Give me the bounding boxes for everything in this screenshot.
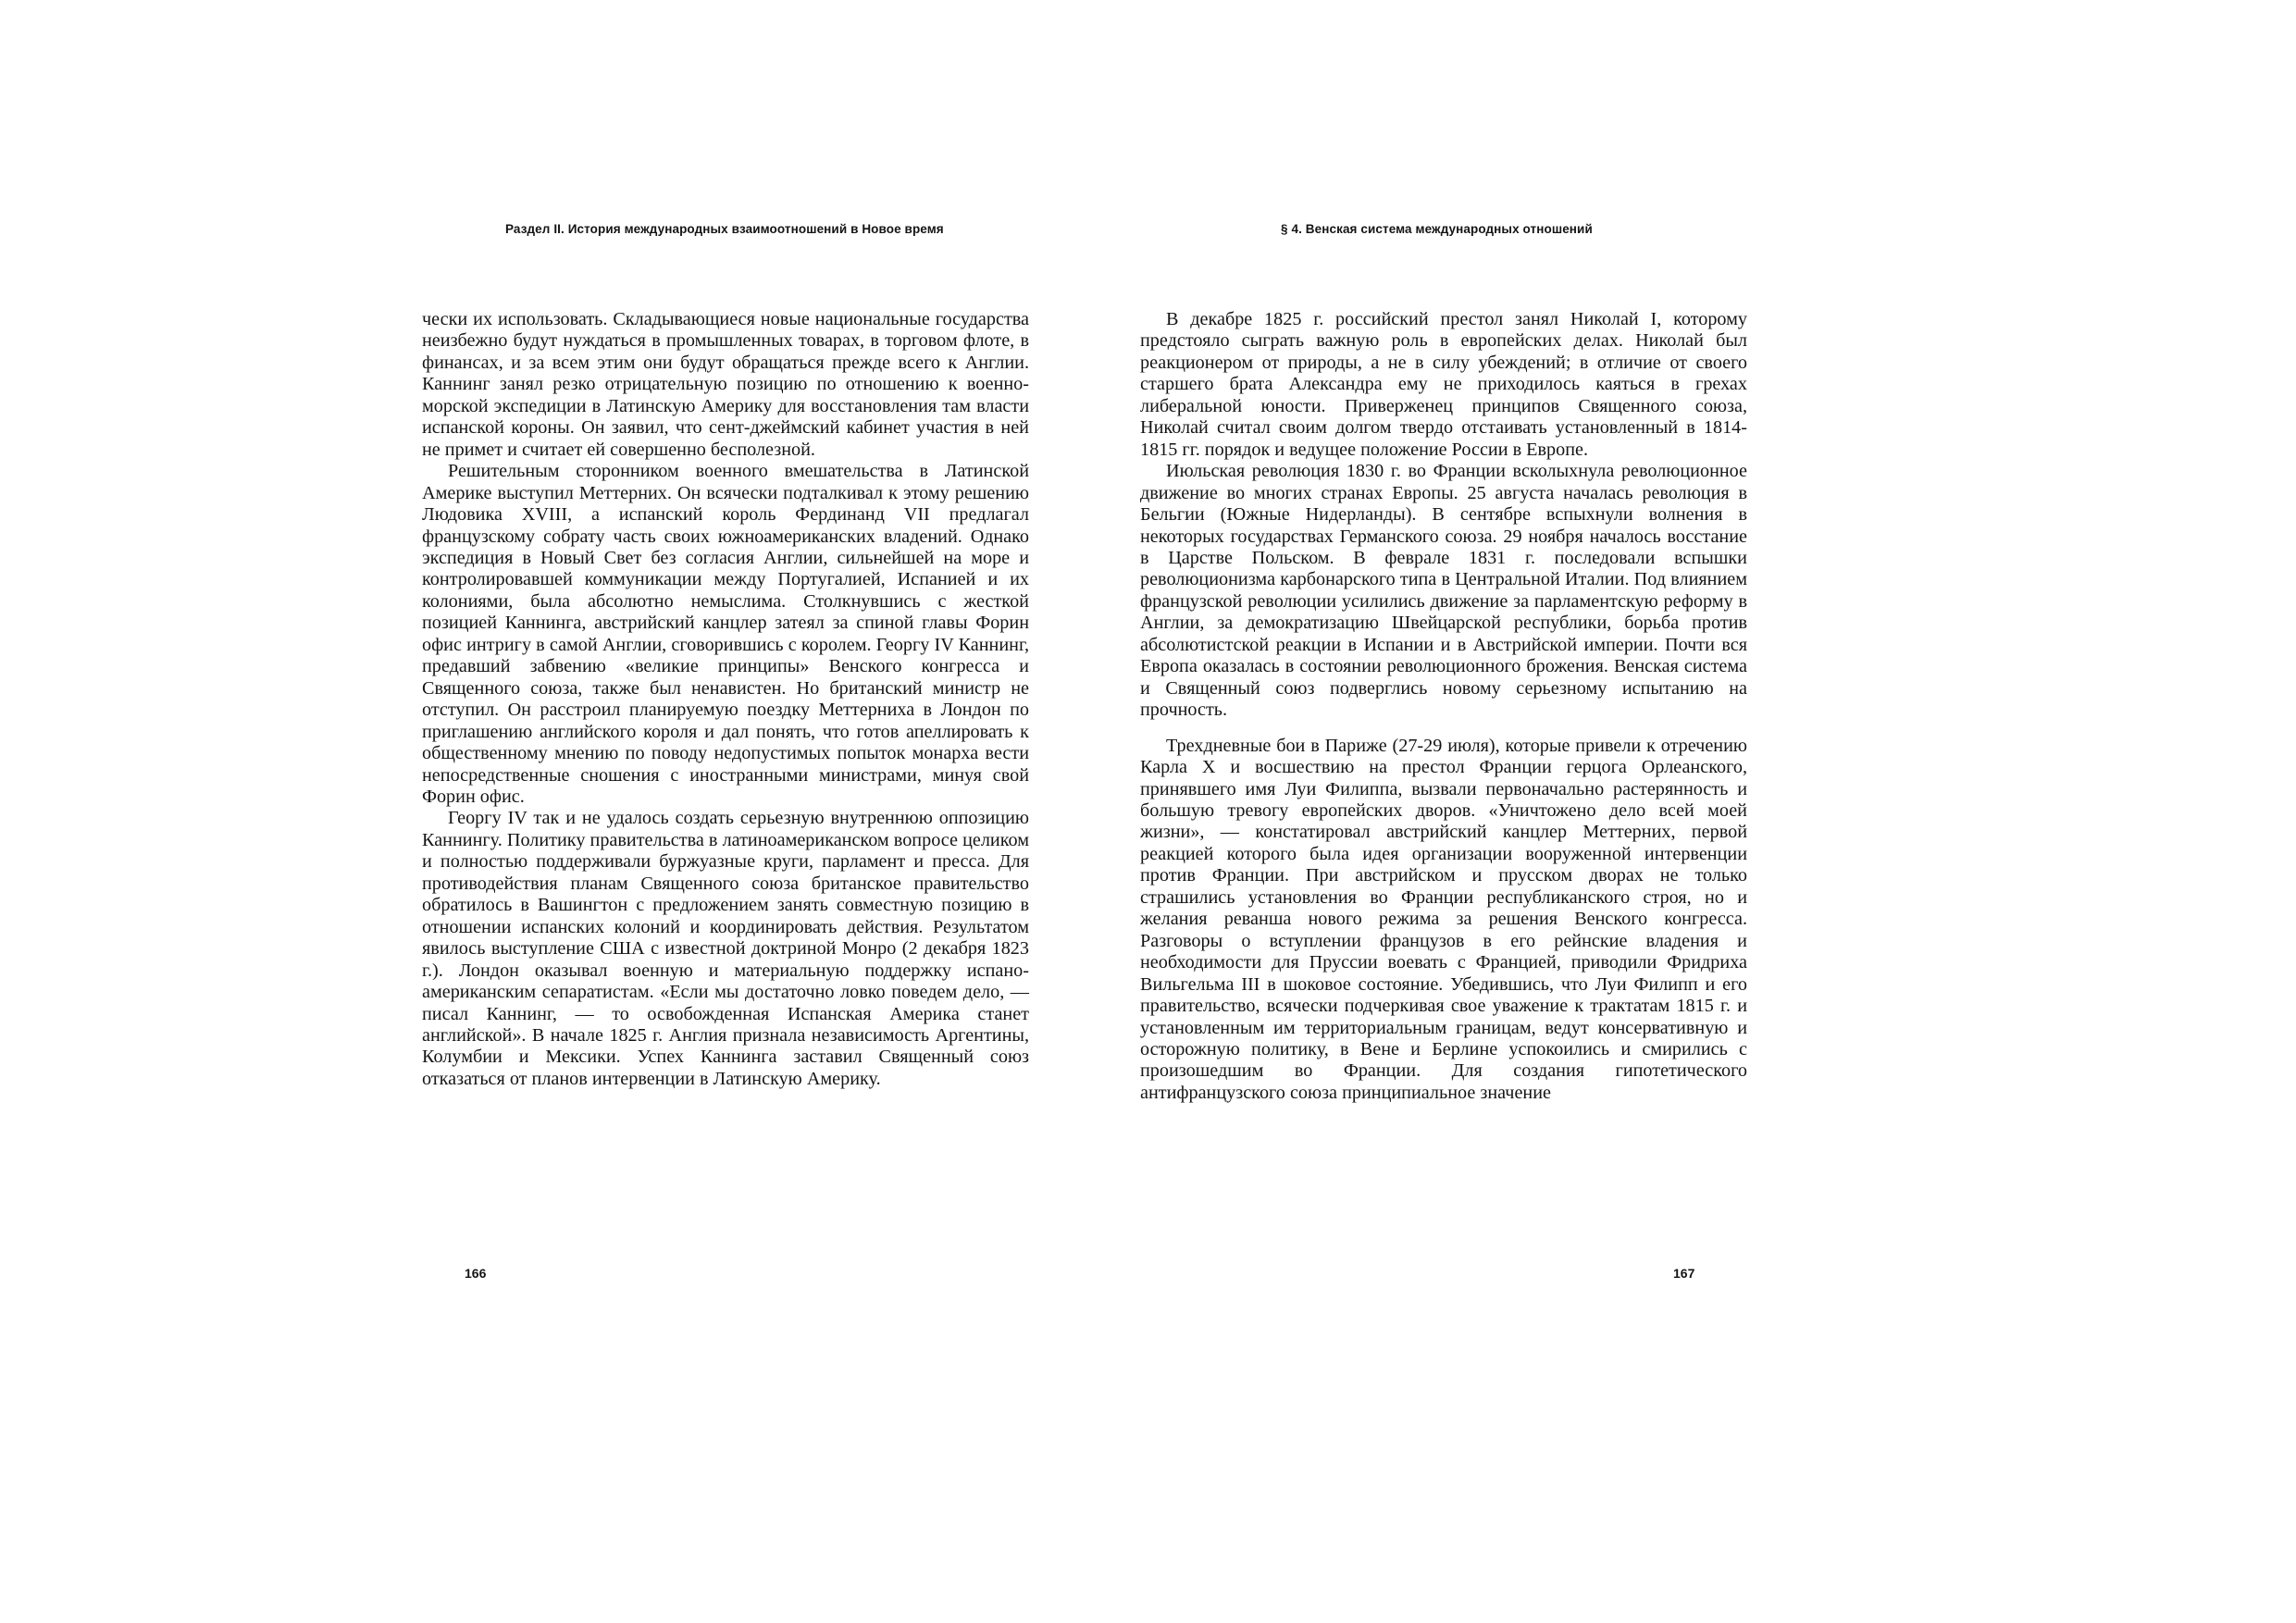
right-page-number: 167 [1673, 1266, 1695, 1281]
right-running-head: § 4. Венская система международных отношений [1281, 222, 1593, 236]
right-paragraph-2: Июльская революция 1830 г. во Франции всколыхнула революционное движение во многих странах Европы. 25 августа началась революция в Бельгии (Южные Нидерланды). В сентябре вспыхнули волнения в некоторых государствах Германского союза. 29 ноября началось восстание в Царстве Польском. В феврале 1831 г. последовали вспышки революционизма карбонарского типа в Центральной Италии. Под влиянием французской революции усилились движение за парламентскую реформу в Англии, за демократизацию Швейцарской республики, борьба против абсолютистской реакции в Испании и в Австрийской империи. Почти вся Европа оказалась в состоянии революционного брожения. Венская система и Священный союз подверглись новому серьезному испытанию на прочность. [1140, 461, 1747, 721]
right-paragraph-3: Трехдневные бои в Париже (27-29 июля), которые привели к отречению Карла X и восшествию на престол Франции герцога Орлеанского, принявшего имя Луи Филиппа, вызвали первоначально растерянность и большую тревогу европейских дворов. «Уничтожено дело всей моей жизни», — констатировал австрийский канцлер Меттерних, первой реакцией которого была идея организации вооруженной интервенции против Франции. При австрийском и прусском дворах не только страшились установления во Франции республиканского строя, но и желания реванша нового режима за решения Венского конгресса. Разговоры о вступлении французов в его рейнские владения и необходимости для Пруссии воевать с Францией, приводили Фридриха Вильгельма III в шоковое состояние. Убедившись, что Луи Филипп и его правительство, всячески подчеркивая свое уважение к трактатам 1815 г. и установленным им территориальным границам, ведут консервативную и осторожную политику, в Вене и Берлине успокоились и смирились с произошедшим во Франции. Для создания гипотетического антифранцузского союза принципиальное значение [1140, 735, 1747, 1103]
right-body-text [1140, 309, 1747, 1104]
left-running-head: Раздел II. История международных взаимоотношений в Новое время [505, 222, 944, 236]
right-paragraph-1: В декабре 1825 г. российский престол занял Николай I, которому предстояло сыграть важную роль в европейских делах. Николай был реакционером от природы, а не в силу убеждений; в отличие от своего старшего брата Александра ему не приходилось каяться в грехах либеральной юности. Приверженец принципов Священного союза, Николай считал своим долгом твердо отстаивать установленный в 1814-1815 гг. порядок и ведущее положение России в Европе. [1140, 309, 1747, 460]
left-paragraph-1: чески их использовать. Складывающиеся новые национальные государства неизбежно будут нуждаться в промышленных товарах, в торговом флоте, в финансах, и за всем этим они будут обращаться прежде всего к Англии. Каннинг занял резко отрицательную позицию по отношению к военно-морской экспедиции в Латинскую Америку для восстановления там власти испанской короны. Он заявил, что сент-джеймский кабинет участия в ней не примет и считает ей совершенно бесполезной. [422, 309, 1029, 460]
left-page-number: 166 [465, 1266, 487, 1281]
left-paragraph-3: Георгу IV так и не удалось создать серьезную внутреннюю оппозицию Каннингу. Политику правительства в латиноамериканском вопросе целиком и полностью поддерживали буржуазные круги, парламент и пресса. Для противодействия планам Священного союза британское правительство обратилось в Вашингтон с предложением занять совместную позицию в отношении испанских колоний и координировать действия. Результатом явилось выступление США с известной доктриной Монро (2 декабря 1823 г.). Лондон оказывал военную и материальную поддержку испано-американским сепаратистам. «Если мы достаточно ловко поведем дело, — писал Каннинг, — то освобожденная Испанская Америка станет английской». В начале 1825 г. Англия признала независимость Аргентины, Колумбии и Мексики. Успех Каннинга заставил Священный союз отказаться от планов интервенции в Латинскую Америку. [422, 808, 1029, 1089]
left-paragraph-2: Решительным сторонником военного вмешательства в Латинской Америке выступил Меттерних. Он всячески подталкивал к этому решению Людовика XVIII, а испанский король Фердинанд VII предлагал французскому собрату часть своих южноамериканских владений. Однако экспедиция в Новый Свет без согласия Англии, сильнейшей на море и контролировавшей коммуникации между Португалией, Испанией и их колониями, была абсолютно немыслима. Столкнувшись с жесткой позицией Каннинга, австрийский канцлер затеял за спиной главы Форин офис интригу в самой Англии, сговорившись с королем. Георгу IV Каннинг, предавший забвению «великие принципы» Венского конгресса и Священного союза, также был ненавистен. Но британский министр не отступил. Он расстроил планируемую поездку Меттерниха в Лондон по приглашению английского короля и дал понять, что готов апеллировать к общественному мнению по поводу недопустимых попыток монарха вести непосредственные сношения с иностранными министрами, минуя свой Форин офис. [422, 461, 1029, 807]
